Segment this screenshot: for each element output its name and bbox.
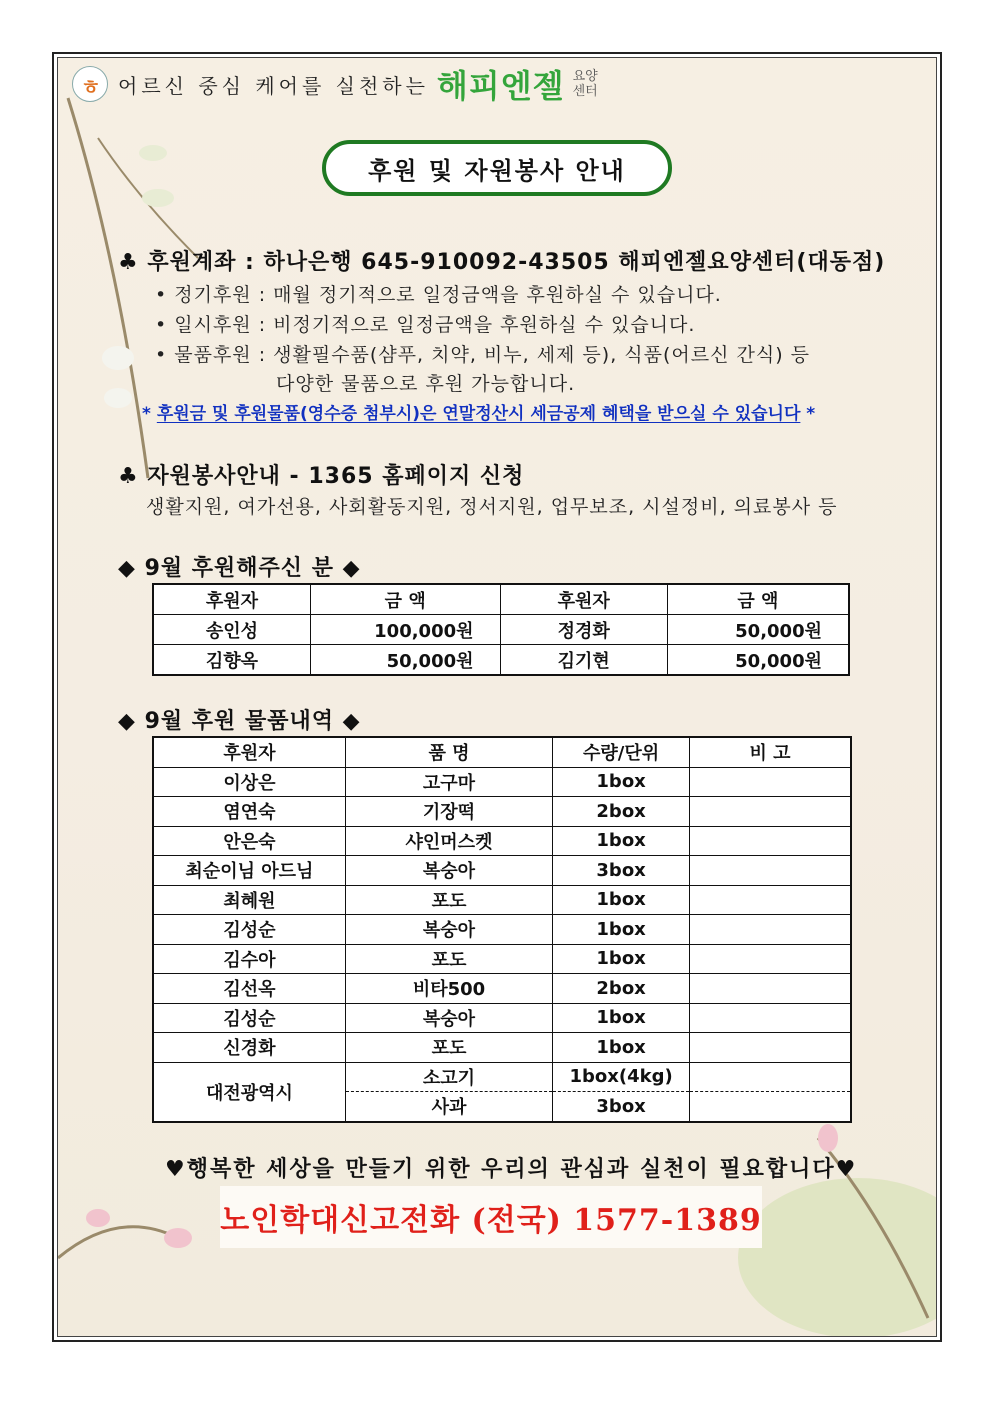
note-cell	[690, 885, 851, 915]
note-cell	[690, 767, 851, 797]
qty-cell: 1box	[553, 1033, 690, 1063]
note-cell	[690, 856, 851, 886]
donor-cell: 김성순	[153, 1003, 345, 1033]
table-row	[153, 1003, 851, 1033]
donor-cell: 최혜원	[153, 885, 345, 915]
item-cell: 복숭아	[345, 915, 552, 945]
item-cell: 비타500	[345, 974, 552, 1004]
donor-cell: 김수아	[153, 944, 345, 974]
goods-donation-table	[152, 736, 852, 1123]
note-cell	[690, 915, 851, 945]
table-row	[153, 944, 851, 974]
table-row	[153, 767, 851, 797]
item-cell: 기장떡	[345, 797, 552, 827]
qty-cell: 3box	[553, 1092, 690, 1122]
money-table-heading: ◆ 9월 후원해주신 분 ◆	[118, 556, 361, 581]
brand-sub-1: 요양	[572, 69, 598, 84]
table-row	[153, 797, 851, 827]
footer-message: ♥행복한 세상을 만들기 위한 우리의 관심과 실천이 필요합니다♥	[165, 1157, 858, 1182]
donor-cell: 김성순	[153, 915, 345, 945]
header-cell: 후원자	[153, 737, 345, 767]
brand-subtitle	[573, 69, 598, 99]
note-cell	[690, 1033, 851, 1063]
header	[72, 62, 598, 106]
table-row	[153, 915, 851, 945]
table-row	[153, 826, 851, 856]
brand-sub-2: 센터	[572, 84, 598, 99]
qty-cell: 2box	[553, 974, 690, 1004]
page-title: 후원 및 자원봉사 안내	[322, 140, 672, 196]
donor-cell: 대전광역시	[153, 1062, 345, 1122]
notice-star-left: *	[142, 404, 157, 424]
money-donor-table	[152, 583, 850, 676]
note-cell	[690, 974, 851, 1004]
volunteer-description: 생활지원, 여가선용, 사회활동지원, 정서지원, 업무보조, 시설정비, 의료봉사 등	[146, 496, 838, 518]
notice-text: 후원금 및 후원물품(영수증 첨부시)은 연말정산시 세금공제 혜택을 받으실 수 있습니다	[156, 404, 801, 424]
logo-icon	[72, 66, 108, 102]
item-cell: 사과	[345, 1092, 552, 1122]
qty-cell: 1box	[553, 885, 690, 915]
header-tagline: 어르신 중심 케어를 실천하는	[118, 73, 429, 98]
donor-cell: 염연숙	[153, 797, 345, 827]
qty-cell: 1box	[553, 944, 690, 974]
header-cell: 비 고	[690, 737, 851, 767]
item-cell: 복숭아	[345, 1003, 552, 1033]
qty-cell: 1box	[553, 826, 690, 856]
table-row	[153, 974, 851, 1004]
table-header-row	[153, 584, 849, 615]
donor-cell: 정경화	[500, 615, 667, 645]
table-row	[153, 615, 849, 645]
donor-cell: 안은숙	[153, 826, 345, 856]
item-cell: 포도	[345, 885, 552, 915]
volunteer-heading: ♣ 자원봉사안내 - 1365 홈페이지 신청	[118, 464, 525, 489]
table-row	[153, 885, 851, 915]
donation-item-goods-cont: 다양한 물품으로 후원 가능합니다.	[276, 373, 576, 395]
note-cell	[690, 797, 851, 827]
item-cell: 고구마	[345, 767, 552, 797]
note-cell	[690, 1003, 851, 1033]
header-cell: 후원자	[500, 584, 667, 615]
donor-cell: 신경화	[153, 1033, 345, 1063]
note-cell	[690, 1092, 851, 1122]
brand-name: 해피엔젤	[436, 67, 565, 105]
header-cell: 품 명	[345, 737, 552, 767]
table-row	[153, 1062, 851, 1092]
donation-item-goods: • 물품후원 : 생활필수품(샴푸, 치약, 비누, 세제 등), 식품(어르신 간식) 등	[155, 344, 811, 366]
item-cell: 포도	[345, 944, 552, 974]
notice-star-right: *	[800, 404, 816, 424]
table-header-row	[153, 737, 851, 767]
header-cell: 후원자	[153, 584, 310, 615]
amount-cell: 50,000원	[310, 645, 500, 676]
header-cell: 수량/단위	[553, 737, 690, 767]
note-cell	[690, 826, 851, 856]
item-cell: 소고기	[345, 1062, 552, 1092]
donor-cell: 이상은	[153, 767, 345, 797]
donation-item-onetime: • 일시후원 : 비정기적으로 일정금액을 후원하실 수 있습니다.	[155, 314, 696, 336]
table-row	[153, 645, 849, 676]
qty-cell: 1box	[553, 767, 690, 797]
amount-cell: 100,000원	[310, 615, 500, 645]
amount-cell: 50,000원	[667, 615, 849, 645]
note-cell	[690, 944, 851, 974]
amount-cell: 50,000원	[667, 645, 849, 676]
donor-cell: 김기현	[500, 645, 667, 676]
tax-notice	[142, 399, 815, 424]
logo-glyph: ㅎ	[81, 75, 101, 99]
qty-cell: 2box	[553, 797, 690, 827]
table-row	[153, 856, 851, 886]
donor-cell: 김선옥	[153, 974, 345, 1004]
donor-cell: 송인성	[153, 615, 310, 645]
item-cell: 샤인머스켓	[345, 826, 552, 856]
qty-cell: 1box	[553, 1003, 690, 1033]
abuse-hotline: 노인학대신고전화 (전국) 1577-1389	[220, 1186, 762, 1248]
item-cell: 포도	[345, 1033, 552, 1063]
donation-heading: ♣ 후원계좌 : 하나은행 645-910092-43505 해피엔젤요양센터(대동점)	[118, 250, 886, 275]
qty-cell: 1box	[553, 915, 690, 945]
header-cell: 금 액	[667, 584, 849, 615]
donor-cell: 김향옥	[153, 645, 310, 676]
goods-table-heading: ◆ 9월 후원 물품내역 ◆	[118, 709, 361, 734]
item-cell: 복숭아	[345, 856, 552, 886]
header-cell: 금 액	[310, 584, 500, 615]
table-row	[153, 1033, 851, 1063]
donor-cell: 최순이님 아드님	[153, 856, 345, 886]
donation-item-regular: • 정기후원 : 매월 정기적으로 일정금액을 후원하실 수 있습니다.	[155, 284, 722, 306]
qty-cell: 3box	[553, 856, 690, 886]
note-cell	[690, 1062, 851, 1092]
qty-cell: 1box(4kg)	[553, 1062, 690, 1092]
